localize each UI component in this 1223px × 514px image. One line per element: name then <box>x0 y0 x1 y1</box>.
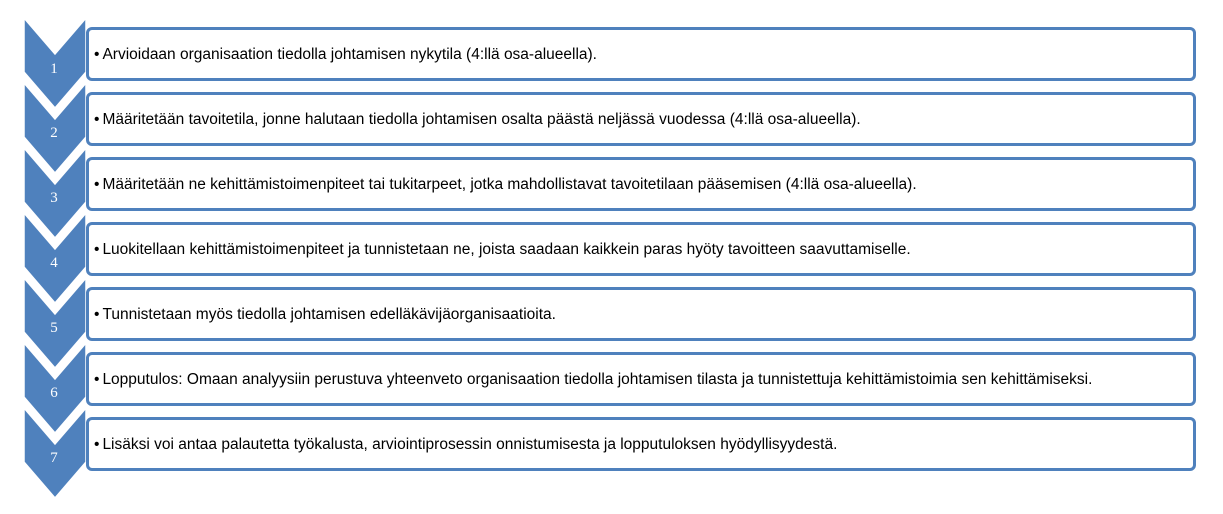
step-text: Määritetään ne kehittämistoimenpiteet tai tukitarpeet, jotka mahdollistavat tavoitetilaan pääsemisen (4:llä osa-alueella). <box>102 175 917 193</box>
step-number: 1 <box>50 61 58 77</box>
step-box <box>86 92 1196 146</box>
bullet: • <box>94 45 100 63</box>
step-number: 4 <box>50 255 58 271</box>
step-number: 6 <box>50 385 58 401</box>
bullet: • <box>94 175 100 193</box>
step-text: Lisäksi voi antaa palautetta työkalusta, arviointiprosessin onnistumisesta ja lopputuloksen hyödyllisyydestä. <box>102 435 838 453</box>
step-text: Tunnistetaan myös tiedolla johtamisen edelläkävijäorganisaatioita. <box>102 305 556 323</box>
step-box <box>86 222 1196 276</box>
step-text: Lopputulos: Omaan analyysiin perustuva yhteenveto organisaation tiedolla johtamisen tilasta ja tunnistettuja kehittämistoimia sen kehittämiseksi. <box>102 370 1093 388</box>
step-box <box>86 352 1196 406</box>
bullet: • <box>94 305 100 323</box>
step-box <box>86 287 1196 341</box>
step-number: 3 <box>50 190 58 206</box>
bullet: • <box>94 370 100 388</box>
step-box <box>86 157 1196 211</box>
step-number: 5 <box>50 320 58 336</box>
step-text: Arvioidaan organisaation tiedolla johtamisen nykytila (4:llä osa-alueella). <box>102 45 597 63</box>
step-box <box>86 417 1196 471</box>
step-text: Luokitellaan kehittämistoimenpiteet ja tunnistetaan ne, joista saadaan kaikkein paras hyöty tavoitteen saavuttamiselle. <box>102 240 911 258</box>
bullet: • <box>94 435 100 453</box>
step-box <box>86 27 1196 81</box>
step-number: 2 <box>50 125 58 141</box>
step-text: Määritetään tavoitetila, jonne halutaan tiedolla johtamisen osalta päästä neljässä vuodessa (4:llä osa-alueella). <box>102 110 861 128</box>
step-number: 7 <box>50 450 58 466</box>
bullet: • <box>94 110 100 128</box>
bullet: • <box>94 240 100 258</box>
